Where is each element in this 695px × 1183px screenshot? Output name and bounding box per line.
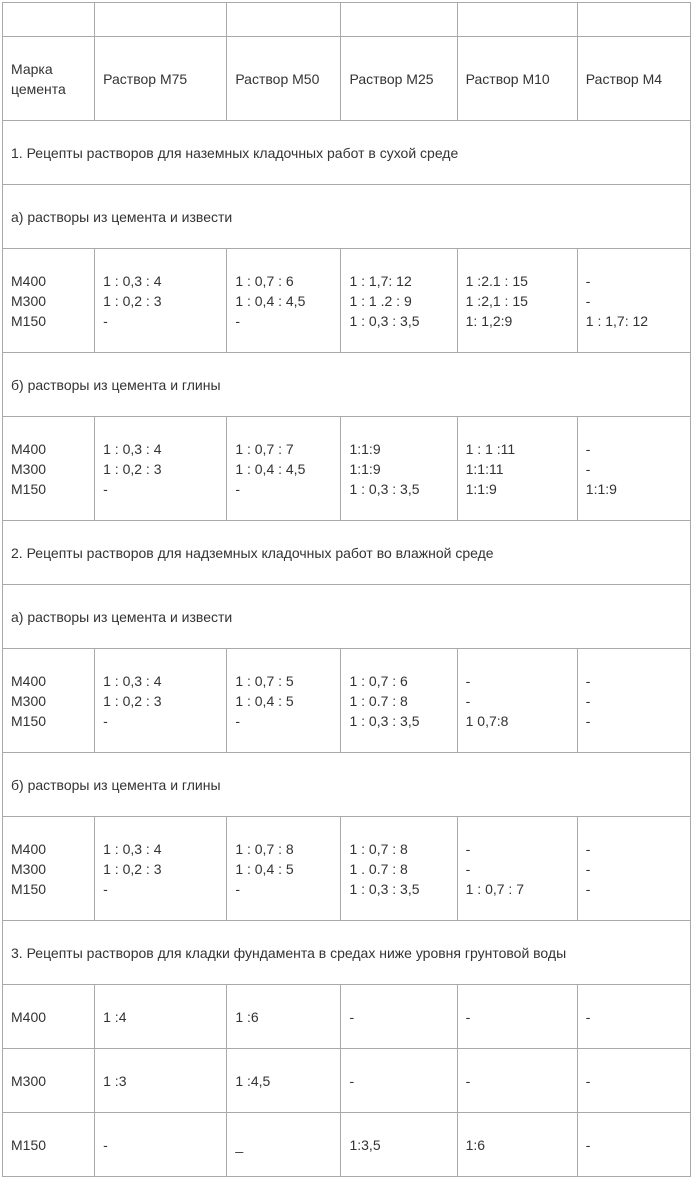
grade-label: М400 bbox=[3, 985, 95, 1049]
ratio-value: 1 : 0,2 : 3 bbox=[103, 692, 162, 709]
header-mortar-m25: Раствор М25 bbox=[341, 37, 457, 121]
ratio-value: - bbox=[103, 880, 108, 897]
ratio-value: 1:1:9 bbox=[349, 440, 381, 457]
ratio-value: - bbox=[457, 1049, 577, 1113]
ratio-value: 1 :4 bbox=[95, 985, 227, 1049]
header-mortar-m10: Раствор М10 bbox=[457, 37, 577, 121]
grade-label: М400 bbox=[11, 840, 47, 857]
ratio-value: - bbox=[585, 272, 591, 289]
ratio-cell bbox=[227, 649, 341, 753]
grade-label: М300 bbox=[11, 692, 47, 709]
grade-label: М150 bbox=[11, 880, 47, 897]
ratio-value: _ bbox=[227, 1113, 341, 1177]
ratio-value: 1 : 0,4 : 5 bbox=[235, 692, 294, 709]
ratio-value: 1 : 1 .2 : 9 bbox=[349, 292, 412, 309]
ratio-value: 1 0,7:8 bbox=[465, 712, 509, 729]
ratio-value: - bbox=[577, 1049, 690, 1113]
ratio-cell bbox=[577, 249, 690, 353]
table-row bbox=[3, 417, 691, 521]
header-cement-grade: Марка цемента bbox=[3, 37, 95, 121]
ratio-value: - bbox=[585, 712, 591, 729]
ratio-value: - bbox=[235, 312, 240, 329]
ratio-cell bbox=[95, 649, 227, 753]
ratio-cell bbox=[95, 417, 227, 521]
ratio-value: - bbox=[585, 440, 591, 457]
subsection-title-row bbox=[3, 753, 691, 817]
ratio-value: - bbox=[457, 985, 577, 1049]
table-row bbox=[3, 985, 691, 1049]
subsection-title-row bbox=[3, 585, 691, 649]
ratio-value: 1 : 1,7: 12 bbox=[585, 312, 649, 329]
ratio-cell bbox=[227, 817, 341, 921]
table-row bbox=[3, 249, 691, 353]
table-row bbox=[3, 1049, 691, 1113]
ratio-value: 1: 1,2:9 bbox=[465, 312, 513, 329]
ratio-value: 1:1:11 bbox=[465, 460, 504, 477]
empty-cell bbox=[341, 3, 457, 37]
ratio-cell bbox=[457, 817, 577, 921]
empty-cell bbox=[95, 3, 227, 37]
ratio-value: - bbox=[465, 840, 471, 857]
ratio-cell bbox=[341, 649, 457, 753]
ratio-value: 1 : 0,3 : 4 bbox=[103, 672, 162, 689]
ratio-value: - bbox=[235, 712, 240, 729]
table-row bbox=[3, 817, 691, 921]
ratio-value: 1 : 0,7 : 6 bbox=[235, 272, 294, 289]
ratio-cell bbox=[577, 417, 690, 521]
ratio-value: - bbox=[585, 672, 591, 689]
grade-label: М150 bbox=[11, 312, 47, 329]
empty-cell bbox=[3, 3, 95, 37]
ratio-value: 1:3,5 bbox=[341, 1113, 457, 1177]
ratio-value: 1 : 0,3 : 3,5 bbox=[349, 880, 420, 897]
ratio-cell bbox=[341, 417, 457, 521]
ratio-value: 1 : 0,3 : 4 bbox=[103, 440, 162, 457]
ratio-value: 1 : 0,7 : 6 bbox=[349, 672, 408, 689]
table-row bbox=[3, 649, 691, 753]
ratio-cell bbox=[227, 249, 341, 353]
ratio-value: 1:1:9 bbox=[349, 460, 381, 477]
header-mortar-m75: Раствор М75 bbox=[95, 37, 227, 121]
ratio-value: 1 : 0,7 : 7 bbox=[465, 880, 524, 897]
section-title-row bbox=[3, 121, 691, 185]
ratio-value: - bbox=[341, 985, 457, 1049]
grade-cell bbox=[3, 417, 95, 521]
ratio-value: 1 : 0,7 : 8 bbox=[349, 840, 408, 857]
ratio-value: - bbox=[341, 1049, 457, 1113]
ratio-value: 1 : 0,2 : 3 bbox=[103, 460, 162, 477]
grade-cell bbox=[3, 649, 95, 753]
subsection-title-row bbox=[3, 353, 691, 417]
ratio-cell bbox=[457, 249, 577, 353]
ratio-value: - bbox=[465, 672, 471, 689]
ratio-value: - bbox=[235, 480, 240, 497]
ratio-value: 1:1:9 bbox=[465, 480, 497, 497]
grade-label: М150 bbox=[11, 712, 47, 729]
ratio-value: 1:1:9 bbox=[585, 480, 617, 497]
grade-label: М300 bbox=[11, 292, 47, 309]
ratio-cell bbox=[341, 249, 457, 353]
ratio-value: - bbox=[585, 460, 591, 477]
grade-label: М400 bbox=[11, 272, 47, 289]
subsection-title: б) растворы из цемента и глины bbox=[3, 353, 691, 417]
ratio-value: - bbox=[585, 880, 591, 897]
table-row bbox=[3, 1113, 691, 1177]
ratio-value: 1 : 0,3 : 4 bbox=[103, 272, 162, 289]
grade-label: М300 bbox=[11, 860, 47, 877]
subsection-title: б) растворы из цемента и глины bbox=[3, 753, 691, 817]
ratio-value: 1 :2,1 : 15 bbox=[465, 292, 528, 309]
ratio-value: - bbox=[103, 712, 108, 729]
ratio-value: 1 : 0,7 : 7 bbox=[235, 440, 294, 457]
ratio-value: 1 : 0,7 : 8 bbox=[235, 840, 294, 857]
ratio-value: 1 :3 bbox=[95, 1049, 227, 1113]
grade-label: М150 bbox=[3, 1113, 95, 1177]
subsection-title: а) растворы из цемента и извести bbox=[3, 185, 691, 249]
ratio-value: 1 : 0,2 : 3 bbox=[103, 292, 162, 309]
ratio-value: - bbox=[585, 292, 591, 309]
grade-label: М400 bbox=[11, 440, 47, 457]
ratio-value: 1 :2.1 : 15 bbox=[465, 272, 528, 289]
empty-cell bbox=[577, 3, 690, 37]
ratio-value: - bbox=[235, 880, 240, 897]
ratio-value: - bbox=[585, 692, 591, 709]
ratio-value: 1 : 0,3 : 3,5 bbox=[349, 480, 420, 497]
header-row bbox=[3, 37, 691, 121]
ratio-value: - bbox=[577, 985, 690, 1049]
ratio-value: 1 : 0,3 : 3,5 bbox=[349, 312, 420, 329]
grade-cell bbox=[3, 249, 95, 353]
section-title-row bbox=[3, 921, 691, 985]
ratio-value: - bbox=[585, 860, 591, 877]
ratio-cell bbox=[457, 417, 577, 521]
section-title-row bbox=[3, 521, 691, 585]
section-title: 1. Рецепты растворов для наземных кладочных работ в сухой среде bbox=[3, 121, 691, 185]
empty-top-row bbox=[3, 3, 691, 37]
section-title: 3. Рецепты растворов для кладки фундамента в средах ниже уровня грунтовой воды bbox=[3, 921, 691, 985]
ratio-value: 1 : 0.7 : 8 bbox=[349, 692, 408, 709]
grade-cell bbox=[3, 817, 95, 921]
ratio-value: - bbox=[465, 692, 471, 709]
section-title: 2. Рецепты растворов для надземных кладочных работ во влажной среде bbox=[3, 521, 691, 585]
ratio-value: 1 : 0,2 : 3 bbox=[103, 860, 162, 877]
ratio-value: 1 : 0,3 : 4 bbox=[103, 840, 162, 857]
ratio-value: 1:6 bbox=[457, 1113, 577, 1177]
grade-label: М300 bbox=[11, 460, 47, 477]
subsection-title-row bbox=[3, 185, 691, 249]
ratio-cell bbox=[341, 817, 457, 921]
ratio-value: 1 : 0,3 : 3,5 bbox=[349, 712, 420, 729]
grade-label: М300 bbox=[3, 1049, 95, 1113]
ratio-value: 1 . 0.7 : 8 bbox=[349, 860, 408, 877]
grade-label: М400 bbox=[11, 672, 47, 689]
ratio-value: - bbox=[103, 480, 108, 497]
ratio-value: 1 :6 bbox=[227, 985, 341, 1049]
ratio-cell bbox=[577, 817, 690, 921]
header-mortar-m4: Раствор М4 bbox=[577, 37, 690, 121]
ratio-value: 1 :4,5 bbox=[227, 1049, 341, 1113]
ratio-value: - bbox=[95, 1113, 227, 1177]
empty-cell bbox=[227, 3, 341, 37]
header-mortar-m50: Раствор М50 bbox=[227, 37, 341, 121]
ratio-cell bbox=[95, 817, 227, 921]
ratio-value: - bbox=[465, 860, 471, 877]
ratio-value: 1 : 0,4 : 4,5 bbox=[235, 292, 306, 309]
mortar-recipes-table bbox=[2, 2, 691, 1177]
ratio-value: 1 : 1,7: 12 bbox=[349, 272, 412, 289]
ratio-value: 1 : 1 :11 bbox=[465, 440, 516, 457]
ratio-value: 1 : 0,7 : 5 bbox=[235, 672, 294, 689]
ratio-value: 1 : 0,4 : 4,5 bbox=[235, 460, 306, 477]
ratio-cell bbox=[95, 249, 227, 353]
subsection-title: а) растворы из цемента и извести bbox=[3, 585, 691, 649]
ratio-value: - bbox=[585, 840, 591, 857]
grade-label: М150 bbox=[11, 480, 47, 497]
ratio-value: - bbox=[103, 312, 108, 329]
empty-cell bbox=[457, 3, 577, 37]
ratio-value: - bbox=[577, 1113, 690, 1177]
ratio-cell bbox=[227, 417, 341, 521]
ratio-cell bbox=[577, 649, 690, 753]
ratio-value: 1 : 0,4 : 5 bbox=[235, 860, 294, 877]
ratio-cell bbox=[457, 649, 577, 753]
